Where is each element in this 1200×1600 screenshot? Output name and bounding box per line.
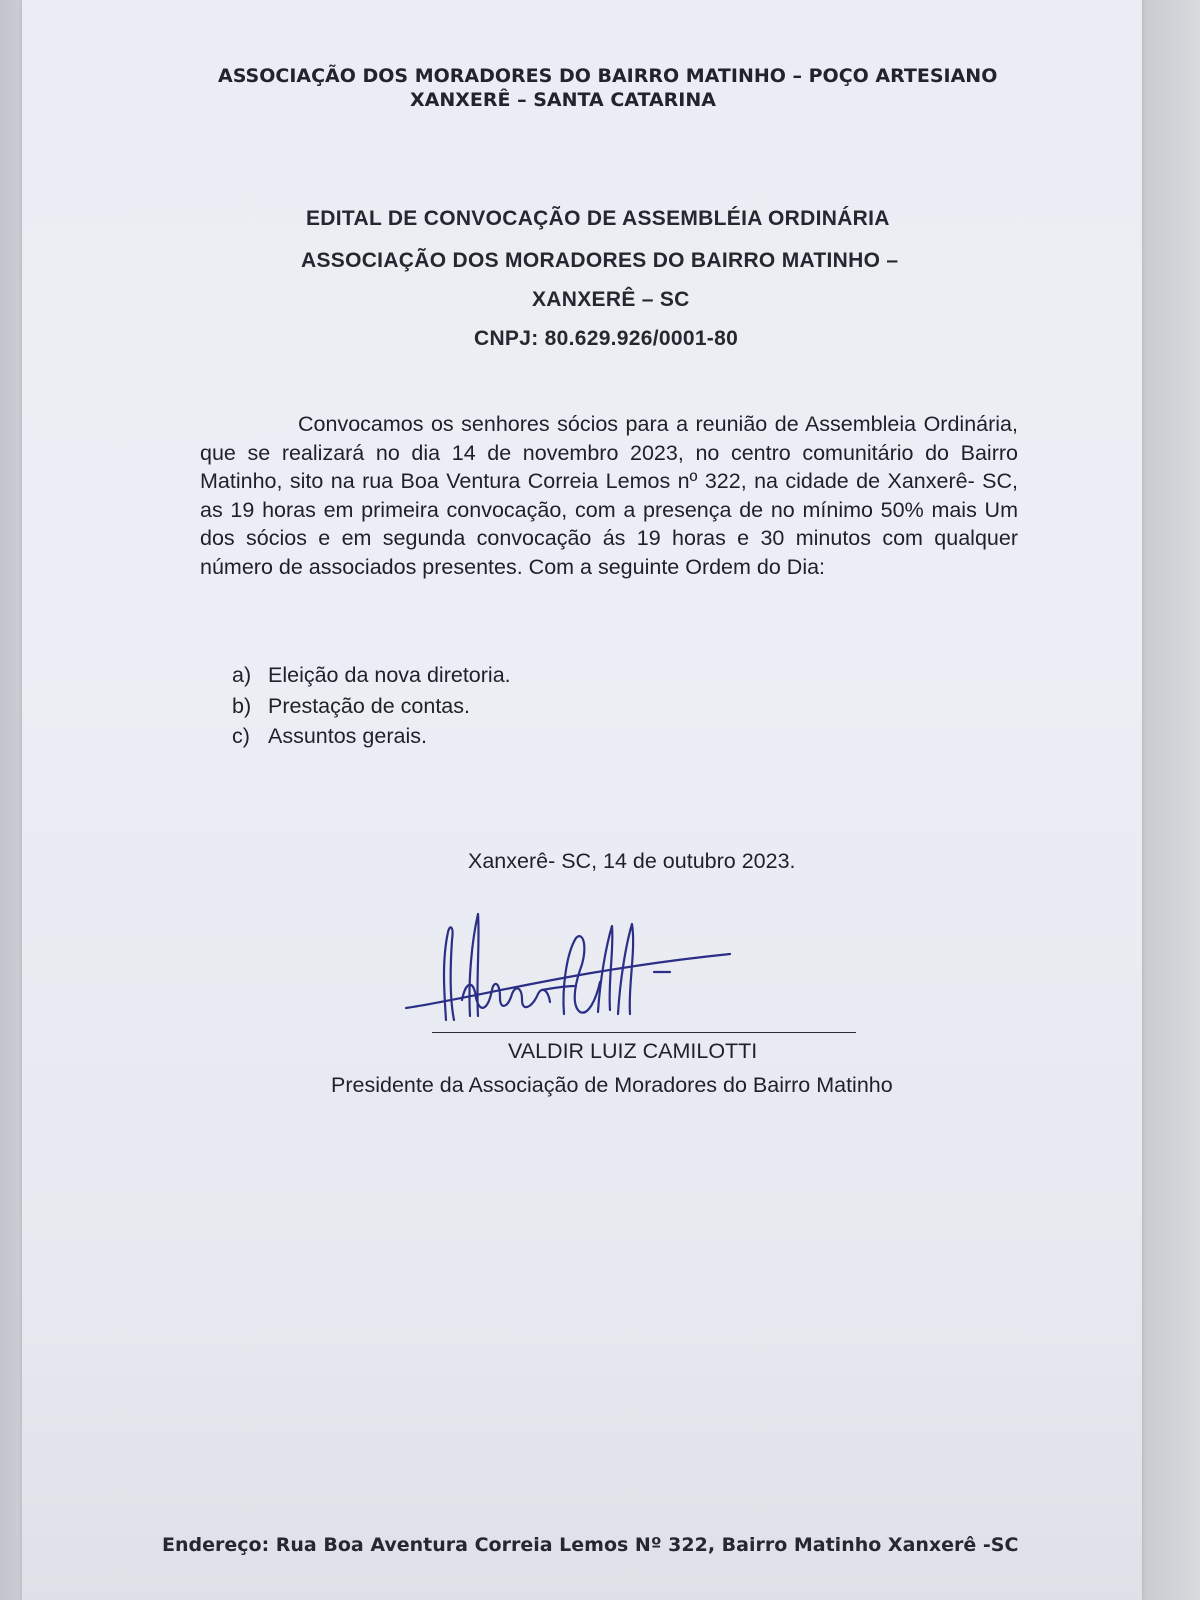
place-date: Xanxerê- SC, 14 de outubro 2023. — [468, 849, 796, 873]
signature-line — [432, 1032, 856, 1033]
convocation-paragraph: Convocamos os senhores sócios para a reunião de Assembleia Ordinária, que se realizará no dia 14 de novembro 2023, no centro comunitário do Bairro Matinho, sito na rua Boa Ventura Correia Lemos nº 322, na cidade de Xanxerê- SC, as 19 horas em primeira convocação, com a presença de no mínimo 50% mais Um dos sócios e em segunda convocação ás 19 horas e 30 minutos com qualquer número de associados presentes. Com a seguinte Ordem do Dia: — [200, 412, 1018, 579]
agenda-marker: a) — [232, 663, 252, 687]
signer-name: VALDIR LUIZ CAMILOTTI — [508, 1039, 758, 1063]
background-right — [1138, 0, 1200, 1600]
cnpj: CNPJ: 80.629.926/0001-80 — [474, 327, 739, 350]
handwritten-signature — [404, 910, 744, 1030]
agenda-item — [232, 691, 511, 722]
title-line-3: XANXERÊ – SC — [532, 288, 690, 311]
title-line-2: ASSOCIAÇÃO DOS MORADORES DO BAIRRO MATINHO – — [301, 249, 899, 272]
title-line-1: EDITAL DE CONVOCAÇÃO DE ASSEMBLÉIA ORDINÁRIA — [306, 207, 890, 230]
agenda-text: Prestação de contas. — [268, 693, 470, 718]
agenda-marker: c) — [232, 724, 250, 748]
document-page — [22, 0, 1142, 1600]
signer-role: Presidente da Associação de Moradores do Bairro Matinho — [331, 1073, 893, 1097]
footer-address: Endereço: Rua Boa Aventura Correia Lemos Nº 322, Bairro Matinho Xanxerê -SC — [162, 1534, 1019, 1556]
header-line-1: ASSOCIAÇÃO DOS MORADORES DO BAIRRO MATINHO – POÇO ARTESIANO — [218, 65, 998, 87]
header-line-2: XANXERÊ – SANTA CATARINA — [410, 89, 716, 111]
agenda-item — [232, 660, 511, 691]
agenda-text: Eleição da nova diretoria. — [268, 663, 511, 687]
agenda-item — [232, 721, 511, 752]
agenda-list — [232, 660, 511, 752]
agenda-marker: b) — [232, 693, 252, 718]
agenda-text: Assuntos gerais. — [268, 724, 427, 748]
